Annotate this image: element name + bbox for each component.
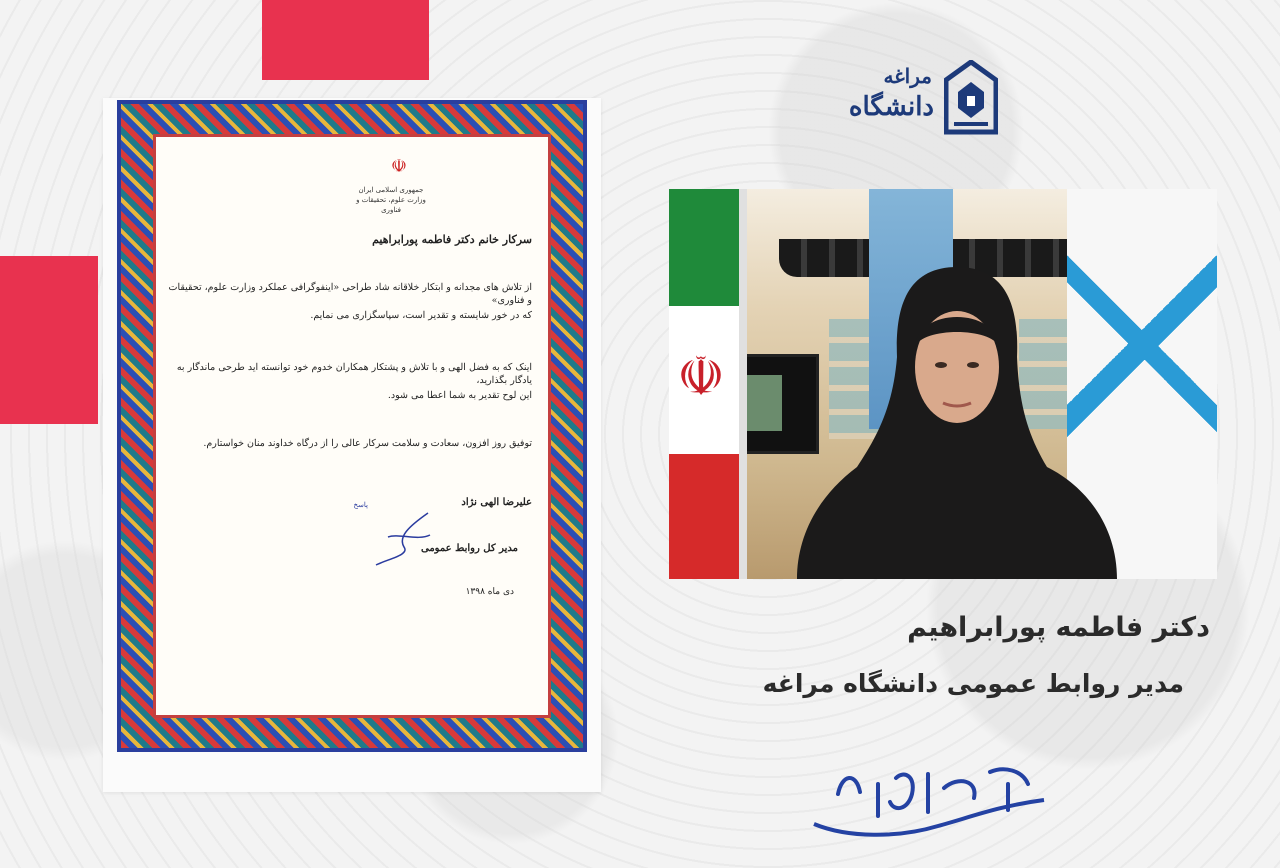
university-logo-icon xyxy=(944,60,998,138)
person-title: مدیر روابط عمومی دانشگاه مراغه xyxy=(762,669,1184,698)
accent-block-top xyxy=(262,0,429,80)
ministry-header: جمهوری اسلامی ایران وزارت علوم، تحقیقات و فناوری xyxy=(356,186,426,214)
certificate-line-1: از تلاش های مجدانه و ابتکار خلاقانه شاد طراحی «اینفوگرافی عملکرد وزارت علوم، تحقیقات و فناوری» xyxy=(168,282,532,306)
certificate-line-5: توفیق روز افزون، سعادت و سلامت سرکار عالی را از درگاه خداوند منان خواستارم. xyxy=(203,438,532,449)
certificate-date: دی ماه ۱۳۹۸ xyxy=(465,587,514,597)
logo-text-line-2: دانشگاه xyxy=(848,92,934,122)
university-logo xyxy=(826,60,998,138)
iran-emblem-icon: ☫ xyxy=(390,156,408,177)
certificate-line-2: که در خور شایسته و تقدیر است، سپاسگزاری می نمایم. xyxy=(310,310,532,321)
certificate-line-4: این لوح تقدیر به شما اعطا می شود. xyxy=(387,390,532,401)
logo-text-line-1: مراغه xyxy=(883,64,932,88)
person-name: دکتر فاطمه پورابراهیم xyxy=(907,612,1210,643)
accent-block-left xyxy=(0,256,98,424)
certificate-ornamental-border xyxy=(117,100,587,752)
certificate xyxy=(103,98,601,792)
person-figure xyxy=(797,267,1117,579)
logo-wordmark xyxy=(826,64,936,134)
certificate-signer-title: مدیر کل روابط عمومی xyxy=(420,543,518,554)
iran-flag-emblem-icon: ☫ xyxy=(676,345,726,408)
certificate-body xyxy=(153,134,551,718)
signature-icon xyxy=(368,507,438,567)
certificate-signer: علیرضا الهی نژاد xyxy=(461,497,532,508)
stamp-note: پاسخ xyxy=(353,501,368,509)
portrait-photo xyxy=(669,189,1217,579)
calligraphy-text: دانشگاه مراغه روابط عمومی xyxy=(923,838,937,839)
iran-flag xyxy=(669,189,747,579)
certificate-recipient: سرکار خانم دکتر فاطمه پورابراهیم xyxy=(372,233,532,246)
certificate-line-3: اینک که به فضل الهی و با تلاش و پشتکار همکاران خدوم خود توانسته اید طرحی ماندگار به یادگار بگذارید، xyxy=(176,362,532,386)
public-relations-calligraphy-logo xyxy=(808,754,1053,842)
